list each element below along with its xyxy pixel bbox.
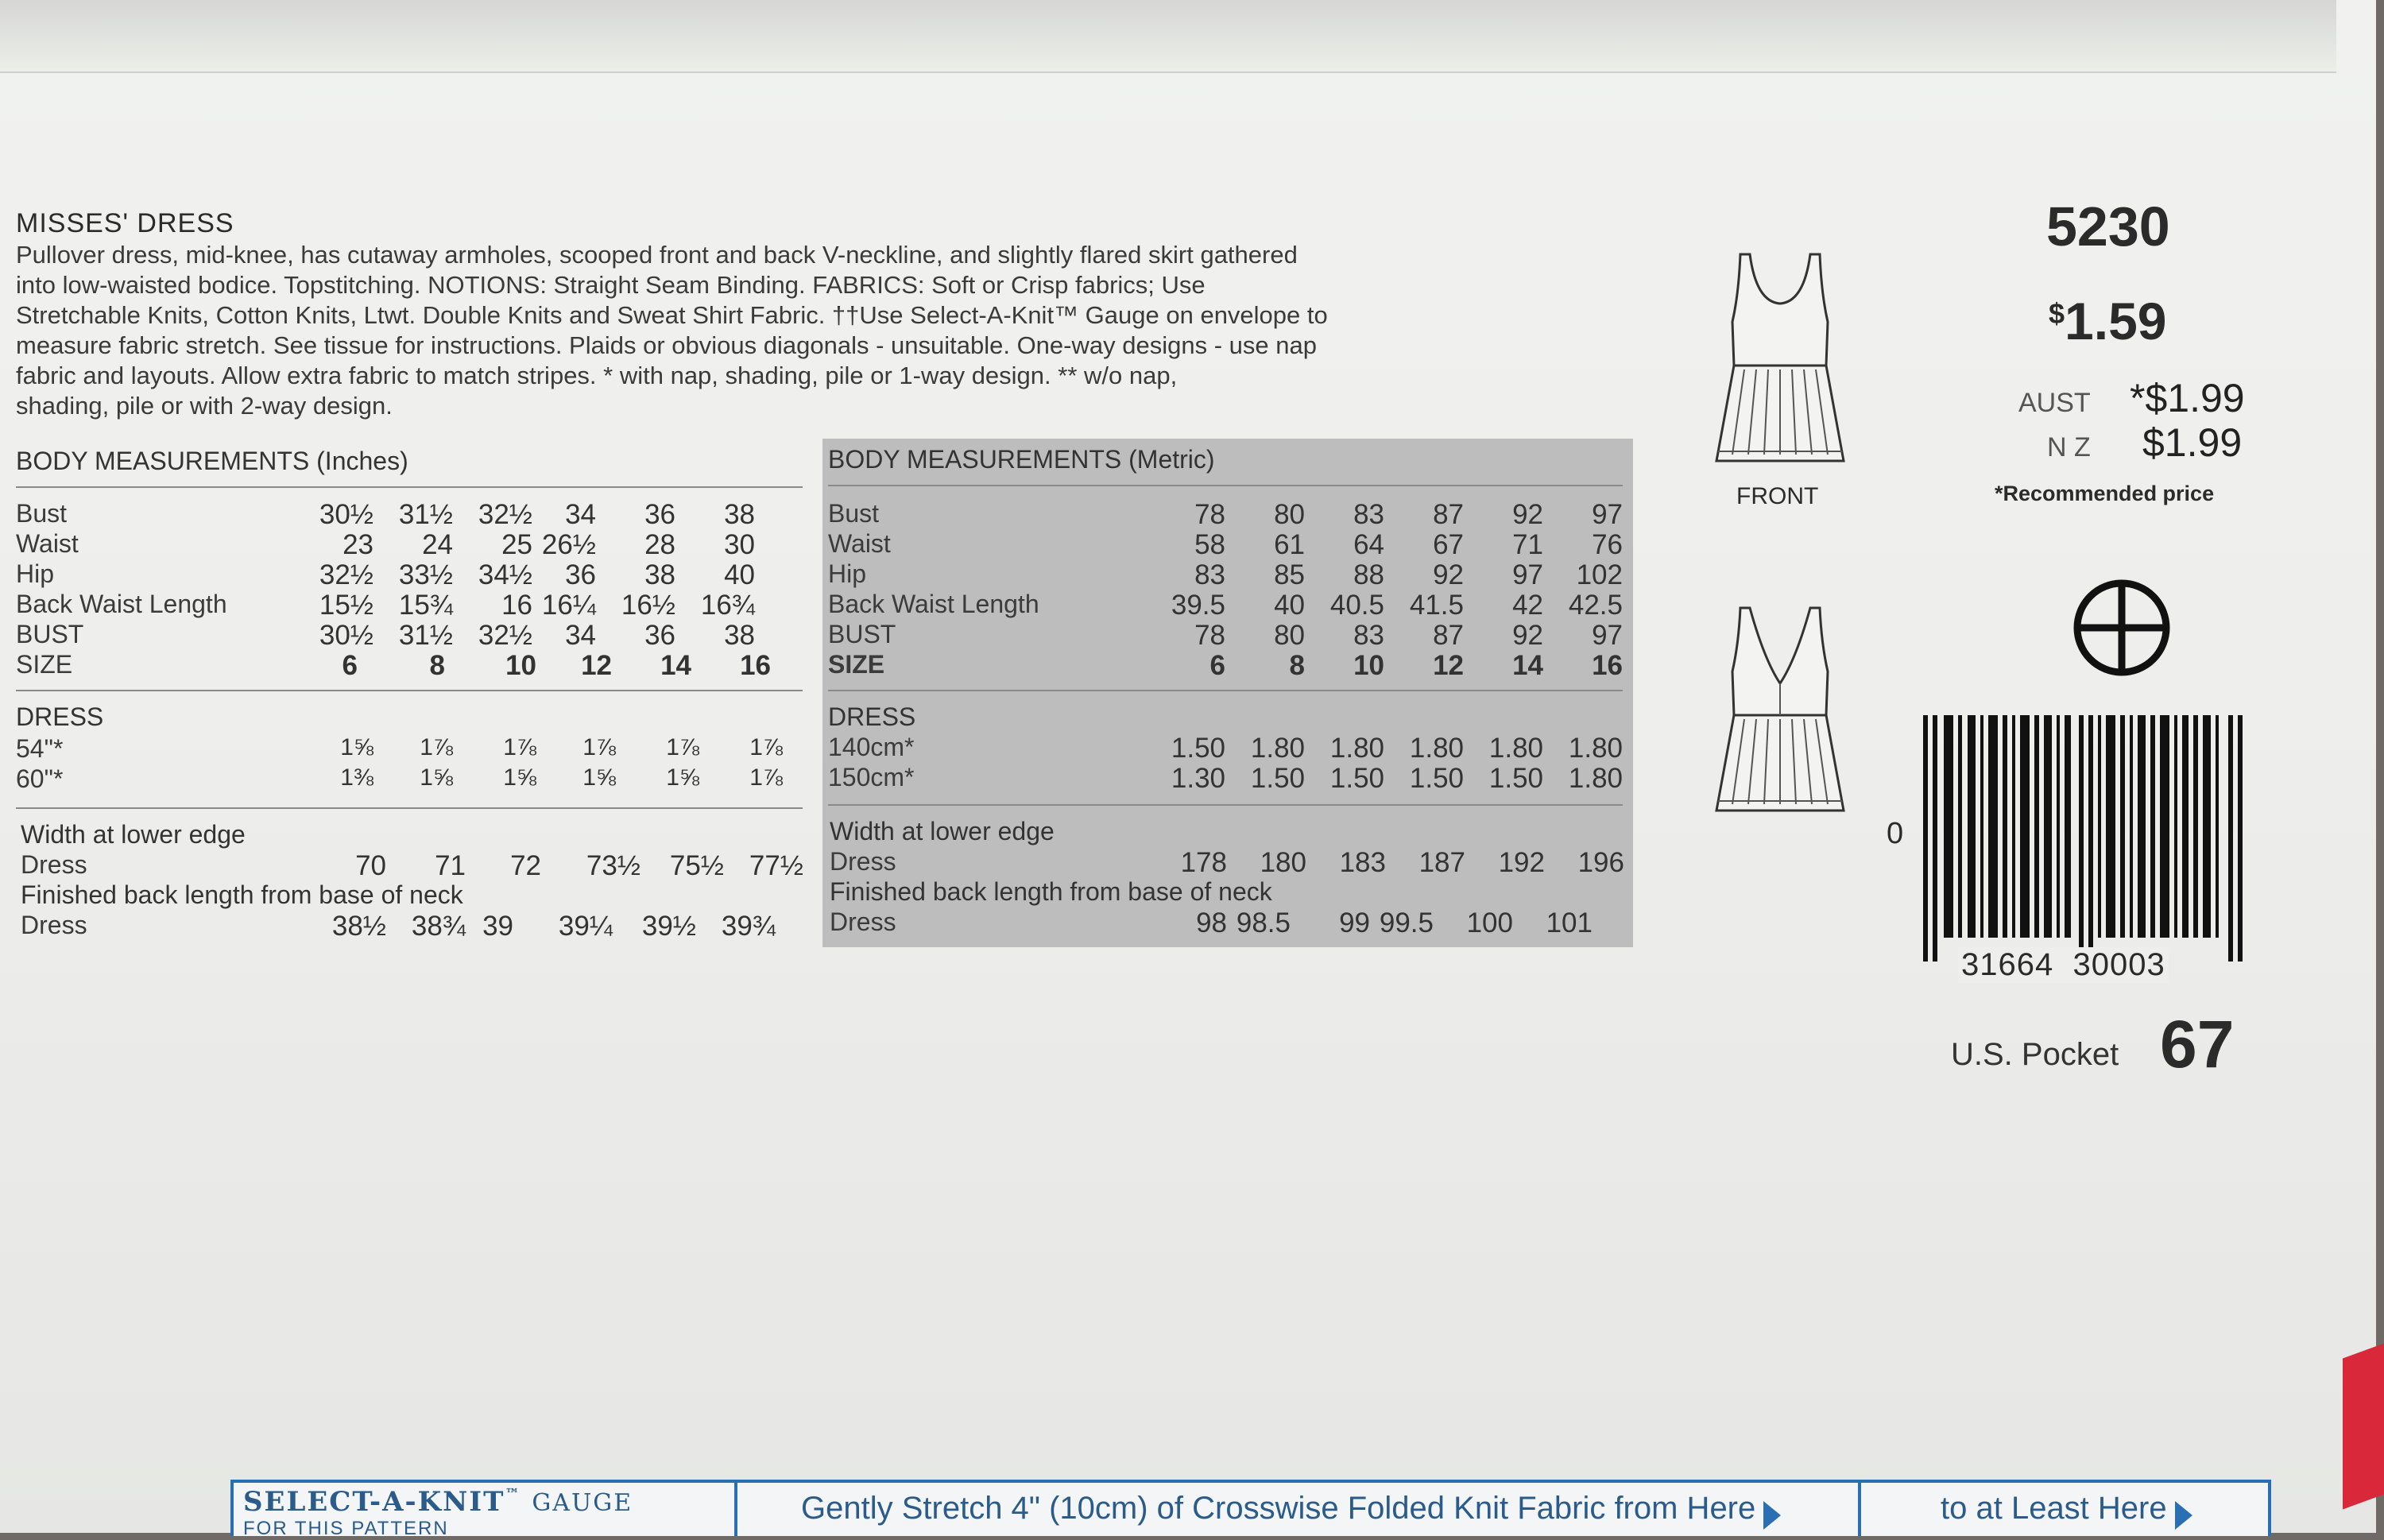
row-label: 150cm*: [828, 763, 915, 791]
metric-rule: [828, 804, 1623, 806]
gauge-title: [243, 1486, 633, 1518]
cell: 1⅝: [340, 734, 373, 760]
cell: 101: [1546, 907, 1593, 938]
row-label: Back Waist Length: [828, 590, 1039, 618]
row-label: 60"*: [16, 764, 64, 793]
table-row: [16, 559, 803, 590]
barcode-prefix: 0: [1887, 817, 1904, 850]
cell: 40.5: [1329, 590, 1384, 621]
cell: 1.50: [1171, 733, 1225, 764]
cell: 1⅞: [749, 734, 783, 760]
table-row: [828, 620, 1623, 650]
cell: 87: [1433, 620, 1464, 651]
cell: 42.5: [1568, 590, 1623, 621]
cell: 36: [644, 620, 675, 651]
cell: 38½: [331, 911, 386, 942]
cell: 178: [1180, 847, 1227, 878]
table-row: [830, 847, 1624, 877]
row-label: Dress: [21, 911, 87, 939]
description-line: measure fabric stretch. See tissue for instructions. Plaids or obvious diagonals - unsuitable. One-way designs - use nap: [16, 331, 1317, 359]
description-line: Pullover dress, mid-knee, has cutaway armholes, scooped front and back V-neckline, and slightly flared skirt gathered: [16, 241, 1298, 269]
row-label: Dress: [21, 850, 87, 879]
description-line: Stretchable Knits, Cotton Knits, Ltwt. Double Knits and Sweat Shirt Fabric. ††Use Select-A-Knit™ Gauge on envelope to: [16, 301, 1328, 329]
gauge-subtitle: FOR THIS PATTERN: [243, 1518, 449, 1539]
gauge-end-text: to at Least Here: [1941, 1491, 2167, 1526]
gauge-end: [1941, 1491, 2192, 1530]
cell: 92: [1433, 559, 1464, 590]
cell: 71: [1512, 529, 1543, 560]
imperial-rule: [16, 690, 803, 691]
gauge-title-suffix: GAUGE: [532, 1489, 633, 1517]
cell: 61: [1274, 529, 1305, 560]
cell: 78: [1194, 499, 1225, 530]
table-row: [828, 733, 1623, 763]
cell: 187: [1418, 847, 1465, 878]
table-row: [16, 734, 803, 764]
cell: 1.30: [1171, 763, 1225, 794]
cell: 38: [644, 559, 675, 590]
cell: 39: [482, 911, 513, 942]
cell: 73½: [586, 850, 641, 881]
front-dress-illustration: [1709, 246, 1852, 477]
imperial-rule: [16, 807, 803, 809]
cell: 30: [724, 529, 755, 560]
table-row: [16, 499, 803, 529]
table-row: [16, 764, 803, 795]
cell: 38¾: [411, 911, 466, 942]
imperial-rule: [16, 486, 803, 488]
cell: 99: [1339, 907, 1370, 938]
cell: 99.5: [1379, 907, 1434, 938]
table-row: [16, 529, 803, 559]
gauge-instruction: [801, 1491, 1781, 1530]
gauge-title-text: SELECT-A-KNIT: [243, 1486, 505, 1518]
nz-label: N Z: [2047, 432, 2091, 462]
row-label: 54"*: [16, 734, 64, 763]
cell: 15¾: [398, 590, 453, 621]
cell: 1⅞: [749, 764, 783, 791]
cell: 8: [1289, 650, 1305, 681]
cell: 1⅝: [420, 764, 453, 791]
cell: 16¼: [541, 590, 596, 621]
row-label: Bust: [828, 499, 880, 528]
cell: 40: [1274, 590, 1305, 621]
cell: 28: [644, 529, 675, 560]
row-label: Dress: [830, 907, 896, 936]
table-row: [828, 529, 1623, 559]
arrow-right-icon: [1763, 1501, 1781, 1530]
cell: 31½: [398, 499, 453, 530]
gauge-end-cell: [1861, 1483, 2219, 1536]
cell: 10: [505, 650, 536, 681]
cell: 97: [1592, 620, 1623, 651]
imperial-width-heading: Width at lower edge: [21, 820, 246, 849]
cell: 88: [1353, 559, 1384, 590]
imperial-body-table: [16, 499, 803, 680]
metric-heading: BODY MEASUREMENTS (Metric): [828, 445, 1215, 474]
cell: 58: [1194, 529, 1225, 560]
envelope-flap-fold: [0, 0, 2336, 73]
table-row: [828, 499, 1623, 529]
cell: 75½: [669, 850, 724, 881]
cell: 34: [565, 499, 596, 530]
gauge-instruction-cell: [737, 1483, 1861, 1536]
table-row: [21, 850, 807, 880]
cell: 32½: [478, 620, 532, 651]
cell: 72: [510, 850, 541, 881]
description-line: into low-waisted bodice. Topstitching. NOTIONS: Straight Seam Binding. FABRICS: Soft or Crisp fabrics; Use: [16, 271, 1206, 299]
cell: 1⅝: [666, 764, 699, 791]
cell: 1.80: [1409, 733, 1464, 764]
cell: 1⅜: [340, 764, 373, 791]
cell: 8: [429, 650, 445, 681]
cell: 1.80: [1250, 733, 1305, 764]
cell: 98.5: [1236, 907, 1291, 938]
cell: 85: [1274, 559, 1305, 590]
cell: 16¾: [700, 590, 755, 621]
cell: 42: [1512, 590, 1543, 621]
cell: 1⅞: [582, 734, 616, 760]
price: [2049, 291, 2167, 351]
pocket-number: 67: [2160, 1007, 2235, 1081]
cell: 97: [1592, 499, 1623, 530]
row-label: Waist: [828, 529, 891, 558]
cell: 78: [1194, 620, 1225, 651]
cell: 30½: [319, 620, 373, 651]
red-object-corner: [2343, 1344, 2384, 1510]
cell: 36: [644, 499, 675, 530]
table-row: [16, 590, 803, 620]
row-label: Dress: [830, 847, 896, 876]
imperial-dress-table: [16, 734, 803, 795]
cell: 1.80: [1568, 733, 1623, 764]
cell: 1⅝: [582, 764, 616, 791]
price-value: 1.59: [2065, 292, 2167, 350]
table-row: [828, 763, 1623, 793]
metric-length-heading: Finished back length from base of neck: [830, 877, 1272, 906]
cell: 1.50: [1250, 763, 1305, 794]
pocket-label: U.S. Pocket: [1951, 1037, 2119, 1072]
cell: 80: [1274, 499, 1305, 530]
cell: 83: [1353, 620, 1384, 651]
cell: 32½: [478, 499, 532, 530]
cell: 80: [1274, 620, 1305, 651]
metric-rule: [828, 485, 1623, 486]
barcode-number: 31664 30003: [1958, 947, 2169, 983]
table-row: [828, 650, 1623, 680]
cell: 41.5: [1409, 590, 1464, 621]
cell: 39¼: [558, 911, 613, 942]
cell: 26½: [541, 529, 596, 560]
price-symbol: $: [2049, 297, 2065, 330]
table-row: [828, 590, 1623, 620]
cell: 16: [740, 650, 771, 681]
cell: 24: [422, 529, 453, 560]
metric-rule: [828, 690, 1623, 691]
cell: 1⅞: [420, 734, 453, 760]
cell: 1.80: [1568, 763, 1623, 794]
cell: 77½: [749, 850, 803, 881]
cell: 15½: [319, 590, 373, 621]
cell: 39.5: [1171, 590, 1225, 621]
cell: 98: [1196, 907, 1227, 938]
cell: 12: [581, 650, 612, 681]
cell: 100: [1466, 907, 1513, 938]
metric-dress-heading: DRESS: [828, 702, 916, 731]
cell: 196: [1577, 847, 1624, 878]
cell: 1.50: [1409, 763, 1464, 794]
row-label: SIZE: [828, 650, 885, 679]
imperial-length-heading: Finished back length from base of neck: [21, 880, 463, 909]
row-label: Bust: [16, 499, 68, 528]
cell: 1.50: [1329, 763, 1384, 794]
imperial-heading: BODY MEASUREMENTS (Inches): [16, 447, 408, 475]
cell: 1⅞: [503, 734, 536, 760]
cell: 39½: [641, 911, 696, 942]
cell: 34½: [478, 559, 532, 590]
cell: 14: [1512, 650, 1543, 681]
table-row: [16, 620, 803, 650]
aust-label: AUST: [2018, 388, 2091, 418]
cell: 30½: [319, 499, 373, 530]
cell: 36: [565, 559, 596, 590]
cell: 1⅞: [666, 734, 699, 760]
cell: 1.80: [1488, 733, 1543, 764]
cell: 76: [1592, 529, 1623, 560]
cell: 16: [1592, 650, 1623, 681]
aust-price: *$1.99: [2130, 376, 2245, 420]
cell: 92: [1512, 499, 1543, 530]
row-label: 140cm*: [828, 733, 915, 761]
cell: 32½: [319, 559, 373, 590]
cell: 71: [435, 850, 466, 881]
cell: 192: [1498, 847, 1545, 878]
table-row: [21, 911, 807, 941]
table-row: [828, 559, 1623, 590]
cell: 180: [1260, 847, 1306, 878]
gauge-tm: ™: [505, 1486, 521, 1503]
pattern-number: 5230: [2046, 195, 2170, 257]
cell: 38: [724, 620, 755, 651]
metric-width-heading: Width at lower edge: [830, 817, 1055, 845]
cell: 70: [355, 850, 386, 881]
cell: 23: [343, 529, 373, 560]
gauge-title-cell: [234, 1483, 737, 1539]
front-view-label: FRONT: [1736, 483, 1819, 509]
crosshair-icon: [2070, 576, 2173, 679]
cell: 97: [1512, 559, 1543, 590]
pattern-description: [16, 240, 1637, 421]
cell: 40: [724, 559, 755, 590]
cell: 16: [501, 590, 532, 621]
recommended-price-note: *Recommended price: [1995, 482, 2215, 505]
cell: 39¾: [721, 911, 776, 942]
table-row: [16, 650, 803, 680]
cell: 183: [1339, 847, 1386, 878]
nz-price: $1.99: [2142, 420, 2243, 465]
cell: 83: [1194, 559, 1225, 590]
arrow-right-icon: [2175, 1501, 2192, 1530]
row-label: SIZE: [16, 650, 73, 679]
imperial-dress-heading: DRESS: [16, 702, 104, 731]
back-dress-illustration: [1709, 596, 1852, 826]
cell: 1.50: [1488, 763, 1543, 794]
cell: 67: [1433, 529, 1464, 560]
cell: 6: [342, 650, 358, 681]
row-label: Hip: [16, 559, 55, 588]
cell: 38: [724, 499, 755, 530]
cell: 16½: [621, 590, 675, 621]
cell: 102: [1576, 559, 1623, 590]
cell: 83: [1353, 499, 1384, 530]
cell: 87: [1433, 499, 1464, 530]
cell: 25: [501, 529, 532, 560]
cell: 33½: [398, 559, 453, 590]
gauge-instruction-text: Gently Stretch 4" (10cm) of Crosswise Folded Knit Fabric from Here: [801, 1491, 1756, 1526]
table-row: [830, 907, 1624, 938]
cell: 12: [1433, 650, 1464, 681]
row-label: Waist: [16, 529, 79, 558]
cell: 14: [660, 650, 691, 681]
cell: 64: [1353, 529, 1384, 560]
row-label: Hip: [828, 559, 867, 588]
cell: 6: [1209, 650, 1225, 681]
cell: 34: [565, 620, 596, 651]
row-label: Back Waist Length: [16, 590, 227, 618]
cell: 1⅝: [503, 764, 536, 791]
metric-body-table: [828, 499, 1623, 680]
metric-dress-table: [828, 733, 1623, 793]
pattern-title: MISSES' DRESS: [16, 208, 234, 238]
cell: 1.80: [1329, 733, 1384, 764]
row-label: BUST: [828, 620, 896, 648]
cell: 92: [1512, 620, 1543, 651]
description-line: shading, pile or with 2-way design.: [16, 392, 393, 420]
row-label: BUST: [16, 620, 84, 648]
cell: 10: [1353, 650, 1384, 681]
select-a-knit-gauge: [230, 1480, 2271, 1539]
barcode: [1923, 715, 2249, 962]
description-line: fabric and layouts. Allow extra fabric to match stripes. * with nap, shading, pile or 1-way design. ** w/o nap,: [16, 362, 1178, 389]
cell: 31½: [398, 620, 453, 651]
